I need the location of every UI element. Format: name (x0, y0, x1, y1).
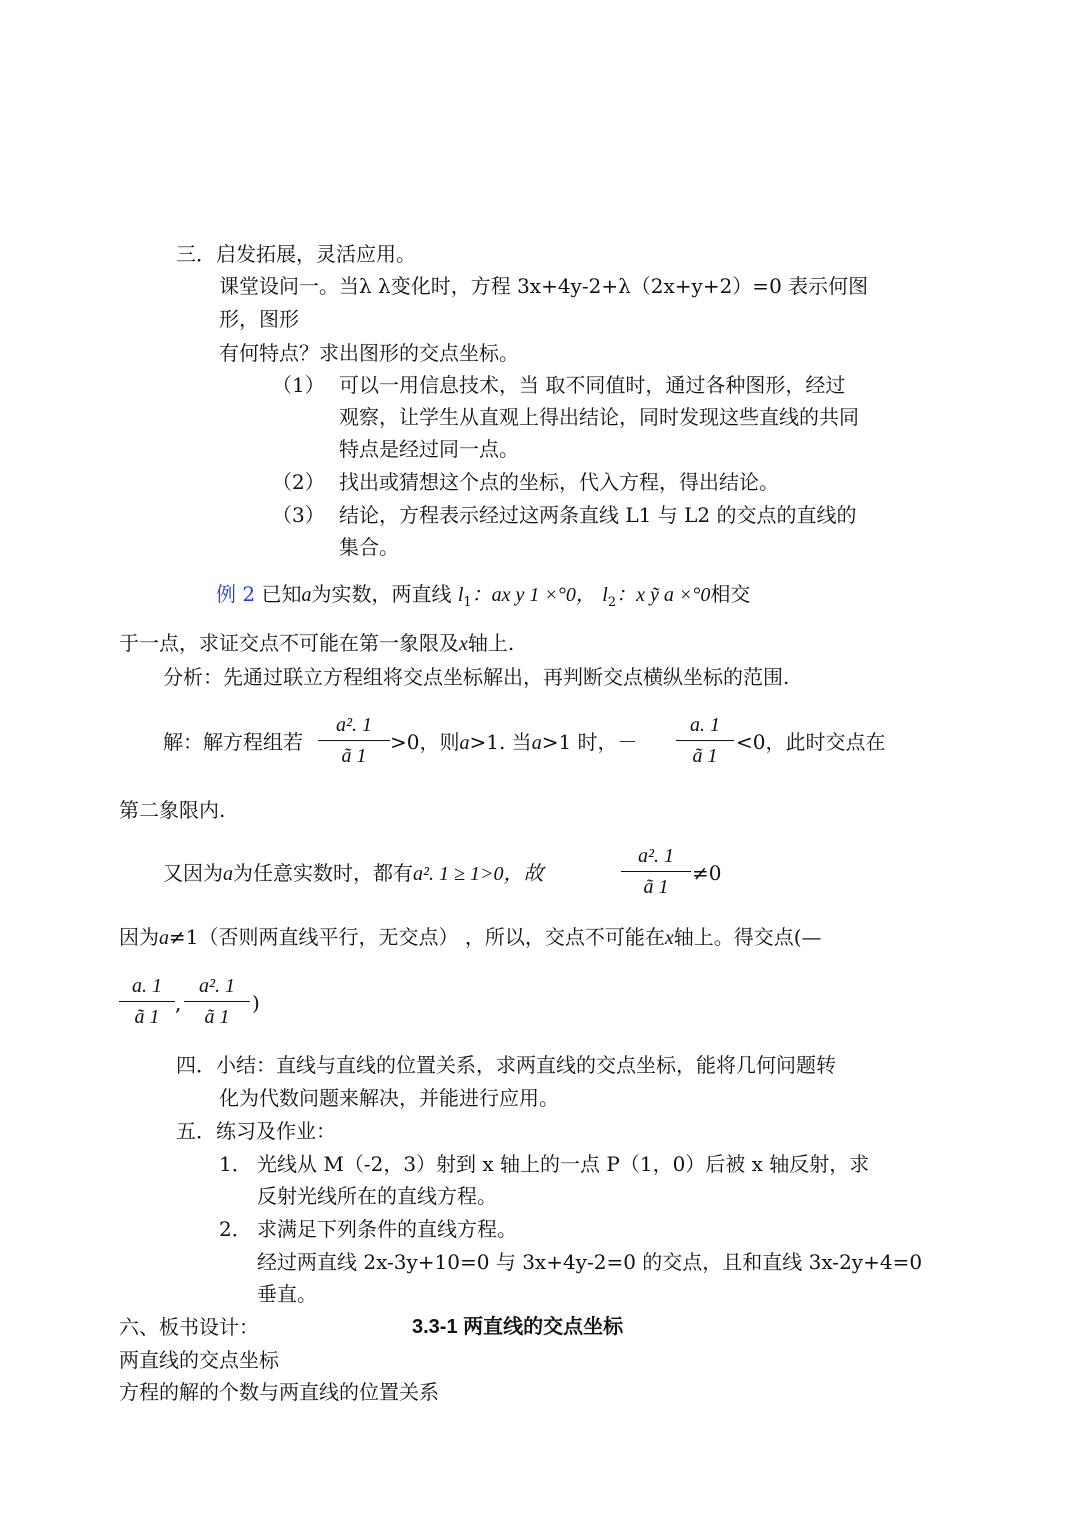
board-line-1: 两直线的交点坐标 (119, 1348, 279, 1372)
solution-text-2 (390, 729, 638, 756)
fraction-denominator: ã 1 (643, 876, 669, 898)
fraction-numerator: a². 1 (199, 975, 235, 997)
solution-text: a². 1 ≥ 1>0，故 (413, 863, 544, 885)
exercise-1-line-2: 反射光线所在的直线方程。 (257, 1184, 497, 1208)
fraction-numerator: a. 1 (132, 975, 162, 997)
example-label: 例 2 (216, 582, 256, 606)
analysis-line: 分析：先通过联立方程组将交点坐标解出，再判断交点横纵坐标的范围. (163, 665, 790, 689)
fraction-numerator: a. 1 (690, 714, 720, 736)
example-text: 为实数，两直线 (311, 582, 452, 606)
exercise-2-number: 2． (219, 1217, 252, 1241)
because-line (119, 924, 822, 951)
equation-l1: ：ax y 1 ×°0， (471, 584, 596, 606)
variable-a: a (223, 863, 233, 885)
item-2-number: （2） (272, 470, 325, 494)
fraction-numerator: a². 1 (638, 845, 674, 867)
item-2-line-1: 找出或猜想这个点的坐标，代入方程，得出结论。 (339, 470, 779, 494)
exercise-2-line-3: 垂直。 (257, 1282, 317, 1306)
fraction-numerator: a². 1 (336, 714, 372, 736)
item-3-line-2: 集合。 (339, 535, 399, 559)
fraction-denominator: ã 1 (204, 1006, 230, 1028)
fraction-1 (318, 711, 390, 770)
solution-line-2: 第二象限内. (119, 798, 226, 822)
not-equal-zero: ≠0 (692, 861, 722, 885)
solution-text: >1. 当 (469, 730, 532, 754)
item-3-number: （3） (272, 503, 325, 527)
solution-text: ≠1（否则两直线平行，无交点） ，所以，交点不可能在 (169, 925, 665, 949)
exercise-1-number: 1． (219, 1152, 252, 1176)
exercise-2-line-2: 经过两直线 2x-3y+10=0 与 3x+4y-2=0 的交点，且和直线 3x-2y+4=0 (257, 1250, 923, 1274)
solution-text: >1 时，－ (541, 730, 638, 754)
item-3-line-1: 结论，方程表示经过这两条直线 L1 与 L2 的交点的直线的 (339, 503, 857, 527)
board-line-2: 方程的解的个数与两直线的位置关系 (119, 1380, 439, 1404)
also-because-text (163, 860, 543, 887)
solution-text: 轴上。得交点(— (673, 925, 822, 949)
solution-text-1: 解：解方程组若 (163, 730, 303, 754)
fraction-bar (184, 1001, 250, 1002)
example-text: 于一点，求证交点不可能在第一象限及 (119, 631, 459, 655)
fraction-bar (318, 740, 390, 741)
section-4-line-1: 四．小结：直线与直线的位置关系，求两直线的交点坐标，能将几何问题转 (176, 1053, 836, 1077)
fraction-3 (621, 842, 691, 901)
example-2-line-2 (119, 630, 514, 657)
fraction-2 (676, 711, 734, 770)
equation-l2: ：x ỹ a ×°0 (616, 584, 711, 606)
fraction-denominator: ã 1 (134, 1006, 160, 1028)
fraction-5 (184, 972, 250, 1031)
example-text: 相交 (710, 582, 751, 606)
fraction-bar (119, 1001, 175, 1002)
example-text: 轴上. (467, 631, 515, 655)
subscript: 1 (463, 595, 472, 610)
variable-a: a (459, 732, 470, 754)
item-1-line-1: 可以一用信息技术，当 取不同值时，通过各种图形，经过 (339, 373, 846, 397)
item-1-number: （1） (272, 373, 325, 397)
question-1-line-1: 课堂设问一。当λ λ变化时，方程 3x+4y-2+λ（2x+y+2）=0 表示何图 (219, 274, 869, 298)
variable-a: a (301, 584, 312, 606)
fraction-bar (676, 740, 734, 741)
example-2-line-1 (216, 581, 750, 616)
subscript: 2 (607, 595, 617, 610)
item-1-line-3: 特点是经过同一点。 (339, 437, 519, 461)
solution-text: 又因为 (163, 861, 223, 885)
example-text: 已知 (261, 582, 302, 606)
exercise-2-line-1: 求满足下列条件的直线方程。 (257, 1217, 517, 1241)
variable-a: a (159, 927, 169, 949)
exercise-1-line-1: 光线从 M（-2，3）射到 x 轴上的一点 P（1，0）后被 x 轴反射，求 (257, 1152, 870, 1176)
fraction-denominator: ã 1 (341, 745, 367, 767)
section-5-heading: 五．练习及作业： (176, 1119, 336, 1143)
board-design-title: 3.3-1 两直线的交点坐标 (412, 1316, 624, 1338)
section-3-heading: 三．启发拓展，灵活应用。 (176, 242, 416, 266)
fraction-4 (119, 972, 175, 1031)
fraction-bar (621, 871, 691, 872)
variable-x: x (459, 633, 468, 655)
question-1-line-3: 有何特点？求出图形的交点坐标。 (219, 341, 519, 365)
fraction-denominator: ã 1 (692, 745, 718, 767)
solution-text: 因为 (119, 925, 159, 949)
solution-text-3: <0，此时交点在 (736, 730, 886, 754)
line-l2: l (602, 584, 608, 606)
variable-x: x (664, 927, 674, 949)
solution-text: 为任意实数时，都有 (233, 861, 413, 885)
section-6-heading: 六、板书设计： (119, 1315, 259, 1339)
closing-paren: ) (252, 991, 260, 1015)
variable-a: a (531, 732, 542, 754)
comma: , (175, 991, 182, 1015)
question-1-line-2: 形，图形 (219, 307, 299, 331)
item-1-line-2: 观察，让学生从直观上得出结论，同时发现这些直线的共同 (339, 405, 859, 429)
solution-text: >0，则 (390, 730, 460, 754)
line-l1: l (457, 584, 464, 606)
section-4-line-2: 化为代数问题来解决，并能进行应用。 (219, 1086, 559, 1110)
